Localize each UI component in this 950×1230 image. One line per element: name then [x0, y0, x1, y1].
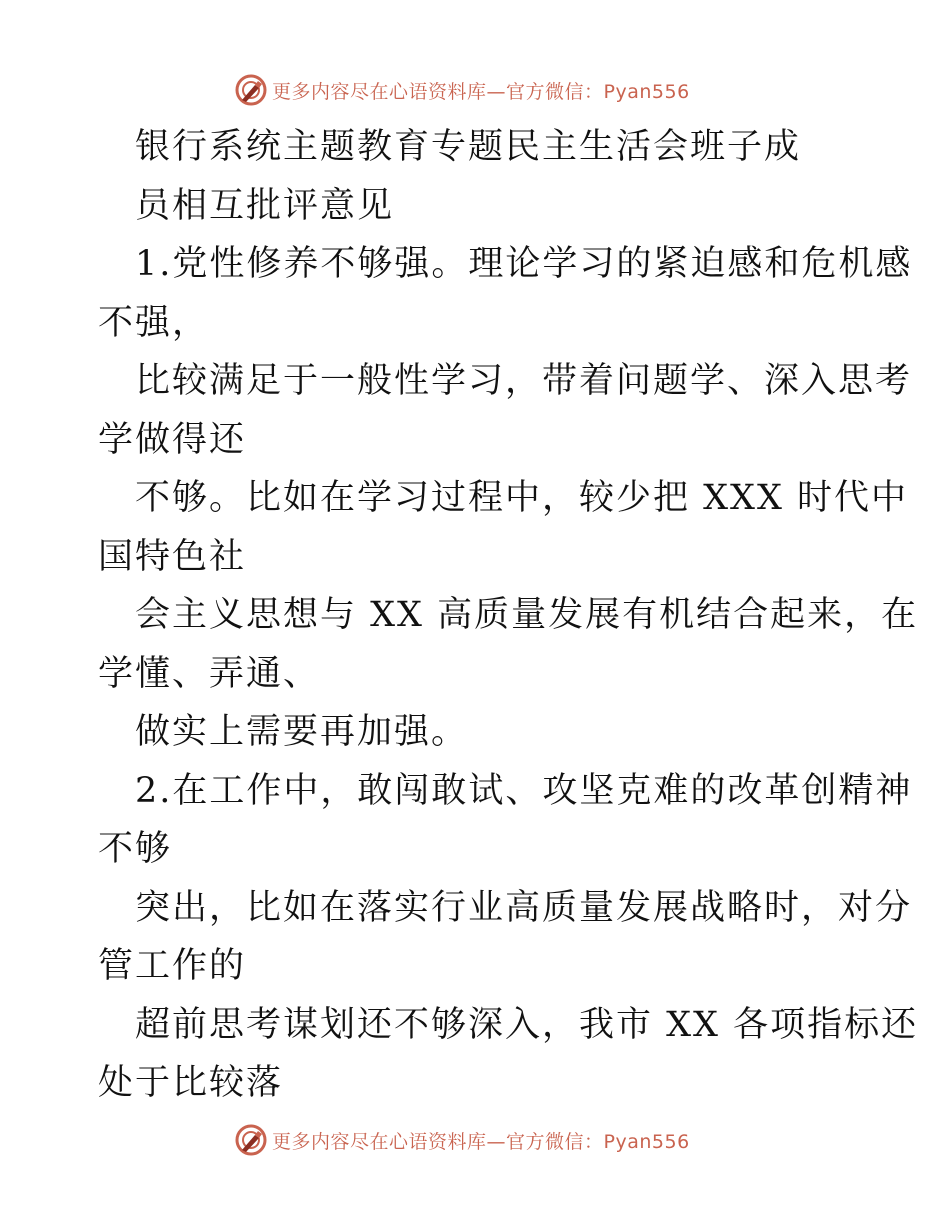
pen-circle-icon: [234, 73, 268, 107]
text-line: 比较满足于一般性学习，带着问题学、深入思考: [135, 361, 913, 401]
text-line: 管工作的: [98, 946, 247, 986]
document-body: [98, 118, 919, 1113]
text-line: 2.在工作中，敢闯敢试、攻坚克难的改革创精神: [135, 770, 913, 811]
text-line: 做实上需要再加强。: [135, 712, 469, 752]
text-line: 不够: [98, 829, 173, 869]
text-line: 银行系统主题教育专题民主生活会班子成: [135, 127, 802, 167]
text-line: 会主义思想与 XX 高质量发展有机结合起来，在: [135, 595, 919, 635]
watermark-text: 更多内容尽在心语资料库—官方微信：Pyan556: [272, 1130, 690, 1153]
text-line: 学懂、弄通、: [98, 653, 321, 694]
footer-watermark: [234, 1122, 690, 1158]
text-line: 不强，: [98, 302, 210, 343]
pen-circle-icon: [234, 1123, 268, 1157]
text-line: 1.党性修养不够强。理论学习的紧迫感和危机感: [135, 244, 913, 284]
text-line: 国特色社: [98, 536, 247, 577]
text-line: 超前思考谋划还不够深入，我市 XX 各项指标还: [135, 1004, 919, 1045]
text-line: 突出，比如在落实行业高质量发展战略时，对分: [135, 887, 913, 928]
header-watermark: [234, 72, 690, 108]
text-line: 员相互批评意见: [135, 185, 395, 226]
text-line: 学做得还: [98, 419, 247, 460]
text-line: 处于比较落: [98, 1063, 284, 1103]
watermark-text: 更多内容尽在心语资料库—官方微信：Pyan556: [272, 80, 690, 103]
text-line: 不够。比如在学习过程中，较少把 XXX 时代中: [135, 478, 909, 518]
